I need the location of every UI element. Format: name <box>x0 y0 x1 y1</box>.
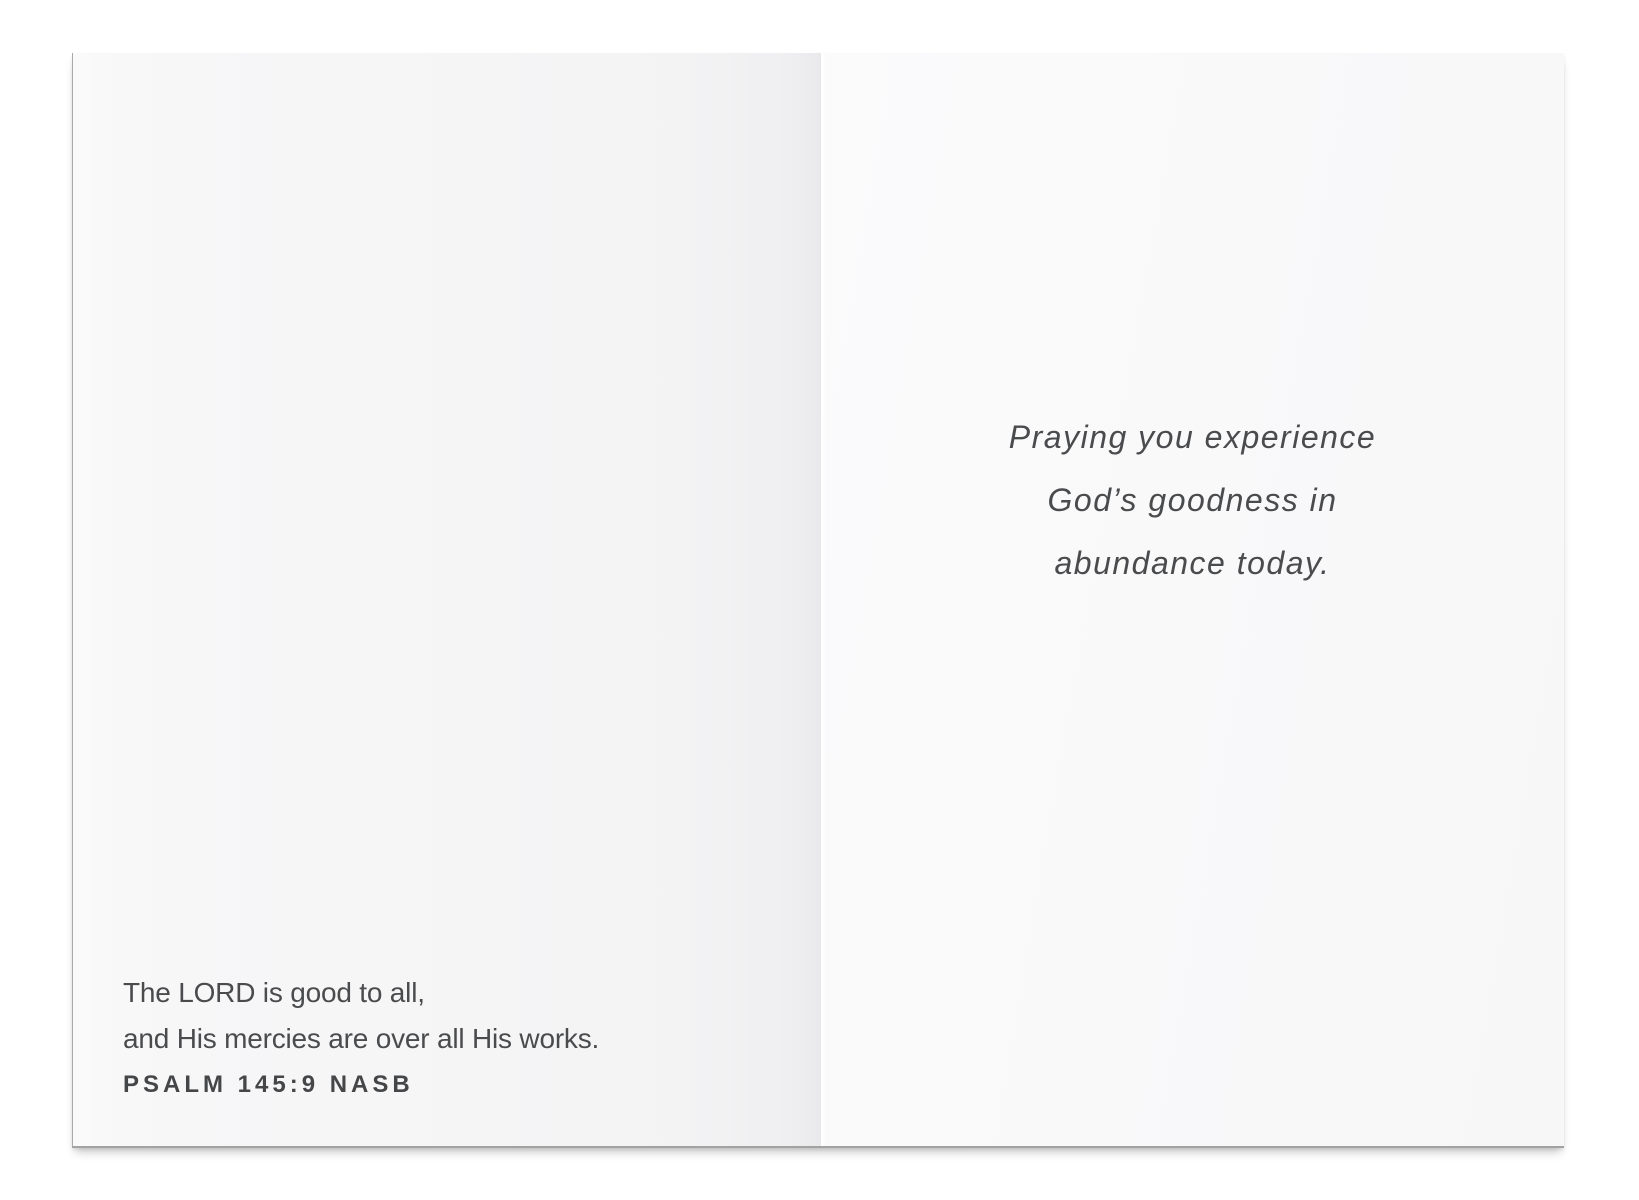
verse-line-2: and His mercies are over all His works. <box>123 1023 600 1054</box>
greeting-card-spread <box>72 53 1564 1148</box>
verse-line-1: The LORD is good to all, <box>123 977 425 1008</box>
card-right-page <box>821 53 1564 1146</box>
card-left-page <box>73 53 821 1146</box>
scripture-verse <box>123 970 599 1108</box>
message-line-3: abundance today. <box>1054 545 1331 581</box>
card-message <box>821 406 1564 595</box>
scripture-reference: PSALM 145:9 NASB <box>123 1071 414 1098</box>
message-line-2: God’s goodness in <box>1047 482 1338 518</box>
card-fold <box>821 53 827 1146</box>
message-line-1: Praying you experience <box>1008 419 1377 455</box>
